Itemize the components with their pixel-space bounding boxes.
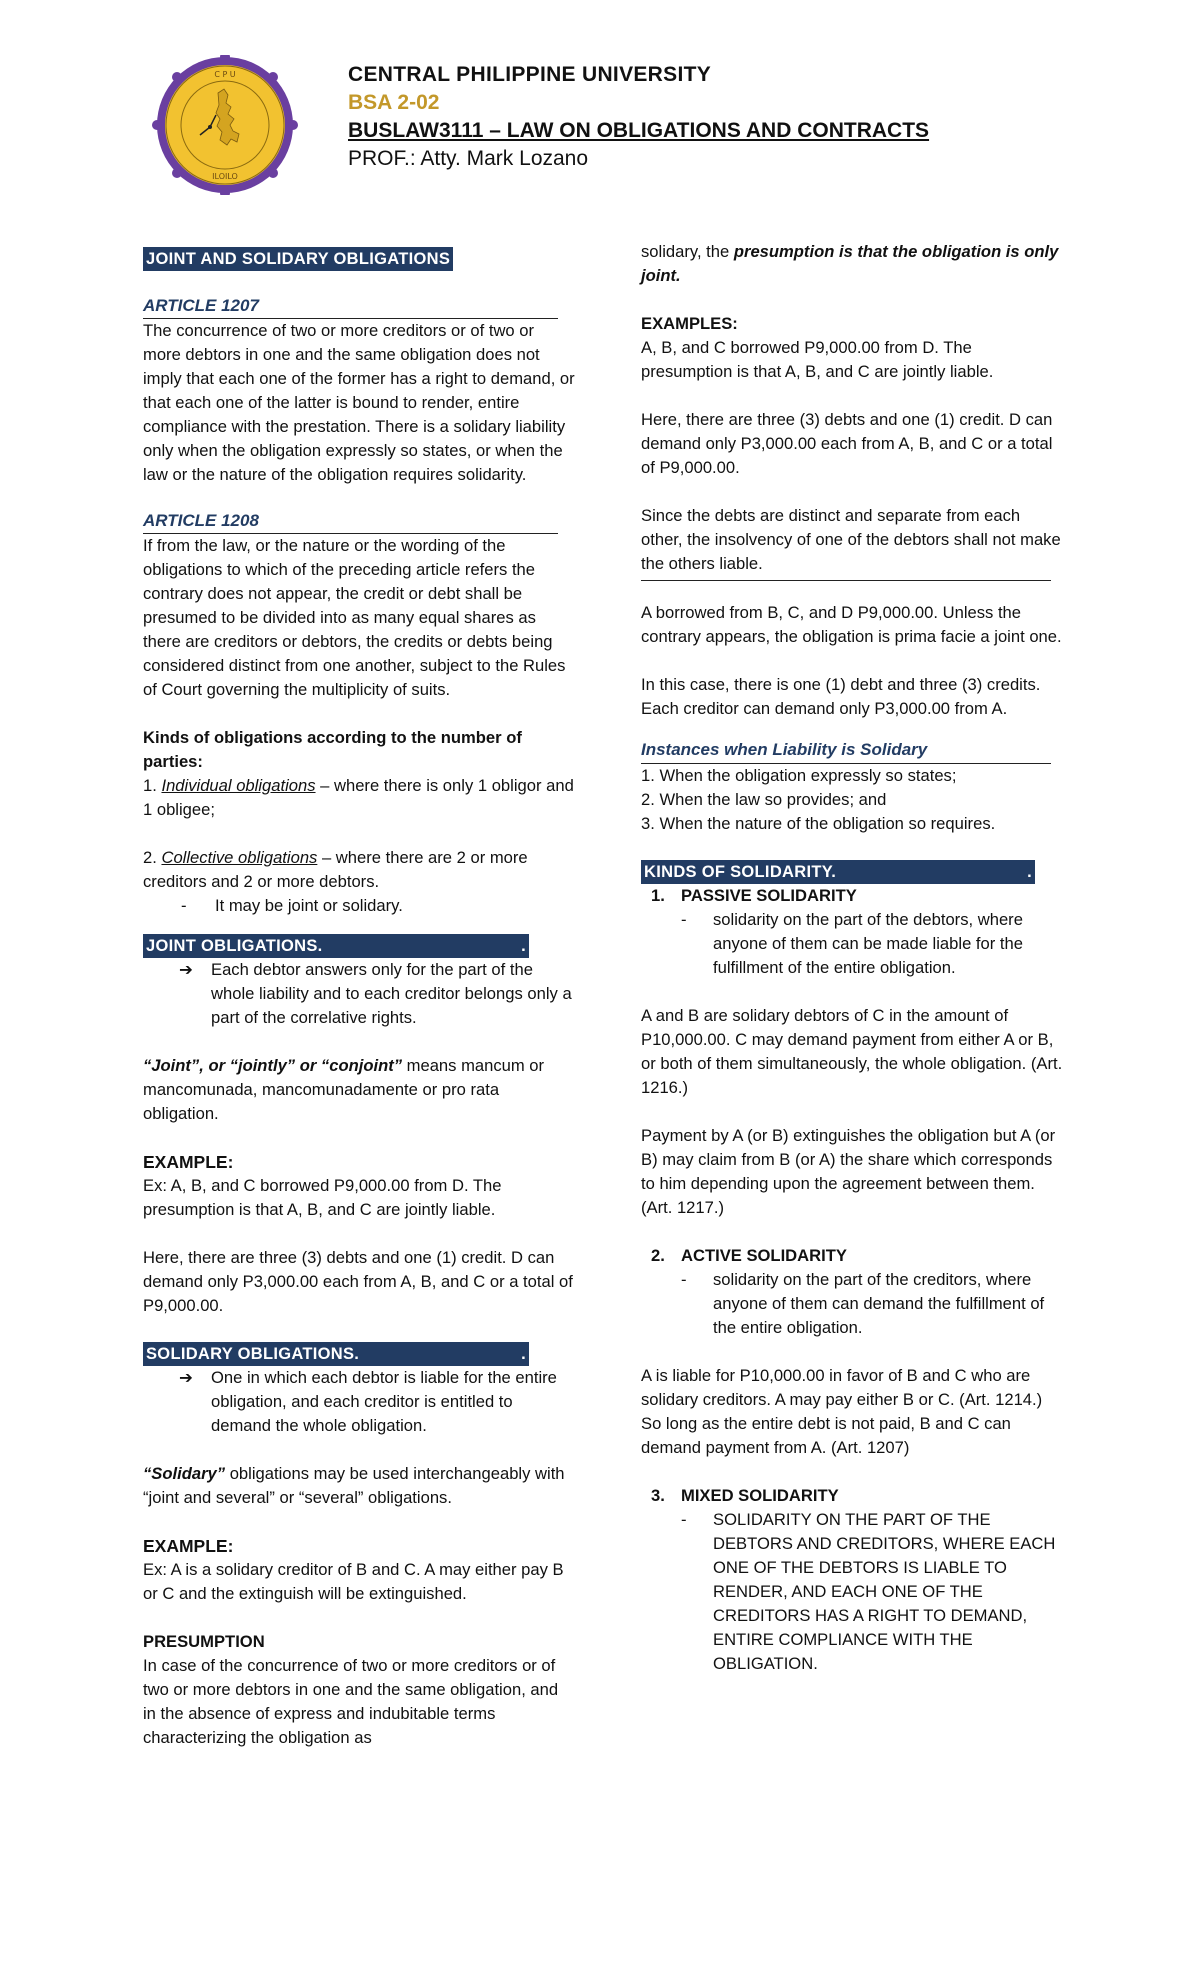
joint-term-note: “Joint”, or “jointly” or “conjoint” means mancum or mancomunada, mancomunadamente or pro rata obligation. <box>143 1056 545 1123</box>
arrow-icon: ➔ <box>179 960 193 979</box>
arrow-icon: ➔ <box>179 1368 193 1387</box>
main-heading: JOINT AND SOLIDARY OBLIGATIONS <box>143 247 453 271</box>
presumption-label: PRESUMPTION <box>143 1632 265 1651</box>
svg-text:ILOILO: ILOILO <box>212 172 238 181</box>
example-d: A borrowed from B, C, and D P9,000.00. Unless the contrary appears, the obligation is prima facie a joint one. <box>641 603 1062 646</box>
right-column <box>641 240 1066 1676</box>
example-a: A, B, and C borrowed P9,000.00 from D. The presumption is that A, B, and C are jointly liable. <box>641 338 994 381</box>
joint-definition: ➔ Each debtor answers only for the part of the whole liability and to each creditor belongs only a part of the correlative rights. <box>143 958 575 1030</box>
joint-obligations-band: JOINT OBLIGATIONS. . <box>143 934 529 958</box>
passive-example-1: A and B are solidary debtors of C in the amount of P10,000.00. C may demand payment from either A or B, or both of them simultaneously, the whole obligation. (Art. 1216.) <box>641 1006 1063 1097</box>
article-1207-text: The concurrence of two or more creditors or of two or more debtors in one and the same obligation does not imply that each one of the former has a right to demand, or that each one of the latter is bound to render, entire compliance with the prestation. There is a solidary liability only when the obligation expressly so states, or when the law or the nature of the obligation requires solidarity. <box>143 321 575 484</box>
example-1-text: Ex: A, B, and C borrowed P9,000.00 from D. The presumption is that A, B, and C are jointly liable. <box>143 1176 502 1219</box>
example-2-text: Ex: A is a solidary creditor of B and C. A may either pay B or C and the extinguish will be extinguished. <box>143 1560 564 1603</box>
solidary-term-note: “Solidary” obligations may be used interchangeably with “joint and several” or “several” obligations. <box>143 1464 565 1507</box>
instance-3: 3. When the nature of the obligation so requires. <box>641 814 996 833</box>
university-name: CENTRAL PHILIPPINE UNIVERSITY <box>348 63 712 86</box>
left-column <box>143 240 575 1750</box>
mixed-solidarity-def: - SOLIDARITY ON THE PART OF THE DEBTORS AND CREDITORS, WHERE EACH ONE OF THE DEBTORS IS LIABLE TO RENDER, AND EACH ONE OF THE CREDITORS HAS A RIGHT TO DEMAND, ENTIRE COMPLIANCE WITH THE OBLIGATION. <box>681 1510 1056 1673</box>
passive-solidarity-title: 1. PASSIVE SOLIDARITY <box>651 886 857 905</box>
kind-collective: 2. Collective obligations – where there are 2 or more creditors and 2 or more debtors. <box>143 848 528 891</box>
professor-name: PROF.: Atty. Mark Lozano <box>348 147 589 170</box>
kinds-of-solidarity-band: KINDS OF SOLIDARITY. . <box>641 860 1035 884</box>
example-b: Here, there are three (3) debts and one (1) credit. D can demand only P3,000.00 each from A, B, and C or a total of P9,000.00. <box>641 410 1053 477</box>
active-solidarity-title: 2. ACTIVE SOLIDARITY <box>651 1246 847 1265</box>
svg-text:C P U: C P U <box>214 70 236 79</box>
instances-title: Instances when Liability is Solidary <box>641 737 1051 764</box>
course-title: BUSLAW3111 – LAW ON OBLIGATIONS AND CONTRACTS <box>348 119 930 142</box>
example-1-text-2: Here, there are three (3) debts and one (1) credit. D can demand only P3,000.00 each from A, B, and C or a total of P9,000.00. <box>143 1248 573 1315</box>
university-seal-icon <box>150 55 300 195</box>
active-example: A is liable for P10,000.00 in favor of B and C who are solidary creditors. A may pay either B or C. (Art. 1214.) So long as the entire debt is not paid, B and C can demand payment from A. (Art. 1207) <box>641 1366 1043 1457</box>
article-1207-title: ARTICLE 1207 <box>143 294 558 319</box>
example-2-label: EXAMPLE: <box>143 1536 234 1556</box>
mixed-solidarity-title: 3. MIXED SOLIDARITY <box>651 1486 839 1505</box>
example-1-label: EXAMPLE: <box>143 1152 234 1172</box>
article-1208-text: If from the law, or the nature or the wording of the obligations to which of the preceding article refers the contrary does not appear, the credit or debt shall be presumed to be divided into as many equal shares as there are creditors or debtors, the credits or debts being considered distinct from one another, subject to the Rules of Court governing the multiplicity of suits. <box>143 536 566 699</box>
passive-solidarity-def: - solidarity on the part of the debtors, where anyone of them can be made liable for the fulfillment of the entire obligation. <box>681 910 1023 977</box>
passive-example-2: Payment by A (or B) extinguishes the obligation but A (or B) may claim from B (or A) the share which corresponds to him depending upon the agreement between them. (Art. 1217.) <box>641 1126 1056 1217</box>
page-header <box>150 55 1050 205</box>
kind-individual: 1. Individual obligations – where there is only 1 obligor and 1 obligee; <box>143 776 574 819</box>
section-code: BSA 2-02 <box>348 91 440 114</box>
instance-2: 2. When the law so provides; and <box>641 790 887 809</box>
kinds-heading: Kinds of obligations according to the number of parties: <box>143 728 522 771</box>
instance-1: 1. When the obligation expressly so states; <box>641 766 957 785</box>
solidary-definition: ➔ One in which each debtor is liable for the entire obligation, and each creditor is entitled to demand the whole obligation. <box>143 1366 575 1438</box>
presumption-continuation: solidary, the presumption is that the obligation is only joint. <box>641 242 1059 285</box>
kind-collective-note: - It may be joint or solidary. <box>181 896 403 915</box>
example-e: In this case, there is one (1) debt and three (3) credits. Each creditor can demand only P3,000.00 from A. <box>641 675 1041 718</box>
solidary-obligations-band: SOLIDARY OBLIGATIONS. . <box>143 1342 529 1366</box>
examples-label: EXAMPLES: <box>641 314 738 333</box>
example-c: Since the debts are distinct and separate from each other, the insolvency of one of the debtors shall not make the others liable. <box>641 506 1061 573</box>
article-1208-title: ARTICLE 1208 <box>143 509 558 534</box>
presumption-text: In case of the concurrence of two or more creditors or of two or more debtors in one and the same obligation, and in the absence of express and indubitable terms characterizing the obligation as <box>143 1656 559 1747</box>
active-solidarity-def: - solidarity on the part of the creditors, where anyone of them can demand the fulfillment of the entire obligation. <box>681 1270 1045 1337</box>
